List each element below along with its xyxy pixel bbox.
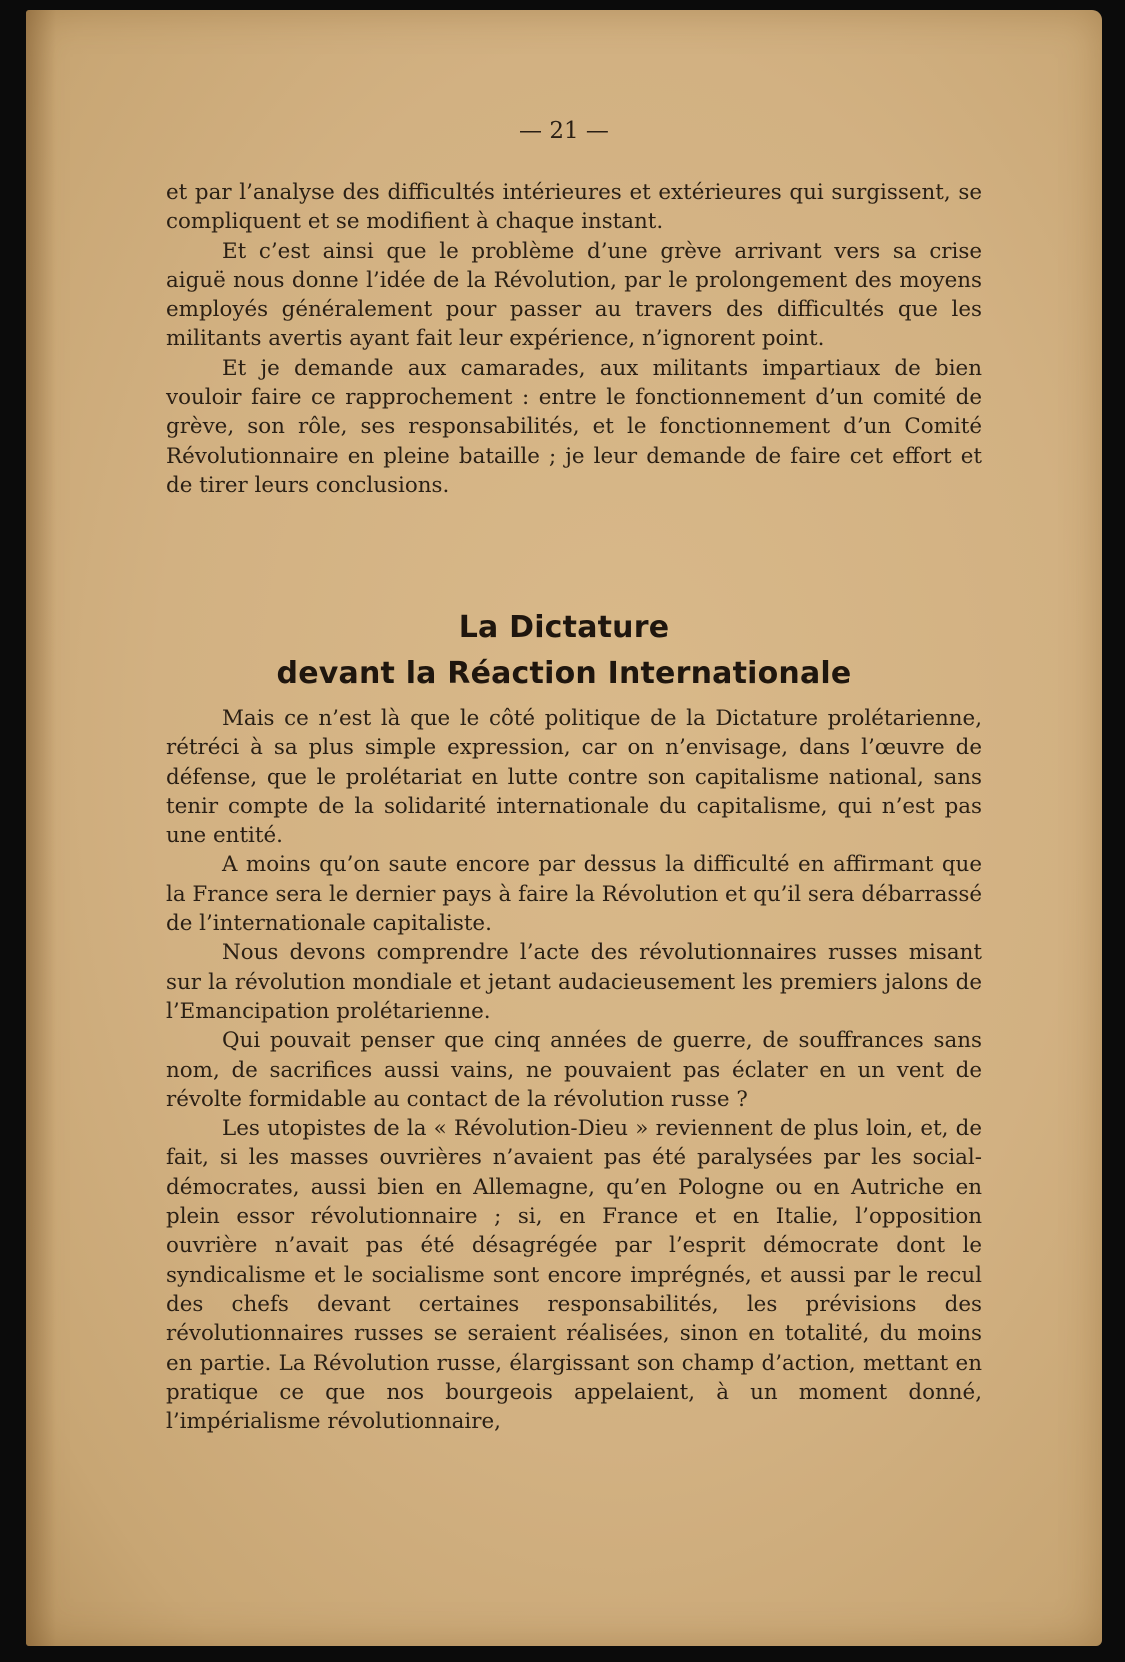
paragraph: Qui pouvait penser que cinq années de guerre, de souffrances sans nom, de sacrifices aussi vains, ne pouvaient pas éclater en un vent de révolte formidable au contact de la révolution russe ? (166, 1028, 982, 1112)
paragraph: A moins qu’on saute encore par dessus la difficulté en affirmant que la France sera le dernier pays à faire la Révolution et qu’il sera débarrassé de l’internationale capitaliste. (166, 852, 982, 937)
paragraph-continuation: et par l’analyse des difficultés intérieures et extérieures qui surgissent, se compliquent et se modifient à chaque instant. (166, 180, 982, 235)
section-heading-line-2: devant la Réaction Internationale (276, 656, 852, 691)
section-heading-line-1: La Dictature (458, 610, 670, 645)
paragraph: Mais ce n’est là que le côté politique de la Dictature prolétarienne, rétréci à sa plus simple expression, car on n’envisage, dans l’œuvre de défense, que le prolétariat en lutte contre son capitalisme national, sans tenir compte de la solidarité internationale du capitalisme, qui n’est pas une entité. (166, 706, 982, 849)
book-page (26, 10, 1102, 1646)
page-edge-shadow (26, 10, 56, 1646)
paragraph: Et c’est ainsi que le problème d’une grève arrivant vers sa crise aiguë nous donne l’idée de la Révolution, par le prolongement des moyens employés généralement pour passer au travers des difficultés que les militants avertis ayant fait leur expérience, n’ignorent point. (166, 238, 982, 352)
paragraph: Nous devons comprendre l’acte des révolutionnaires russes misant sur la révolution mondiale et jetant audacieusement les premiers jalons de l’Emancipation prolétarienne. (166, 940, 982, 1024)
top-text-block (166, 178, 982, 500)
page-number: — 21 — (519, 118, 609, 144)
paragraph: Et je demande aux camarades, aux militants impartiaux de bien vouloir faire ce rapprochement : entre le fonctionnement d’un comité de grève, son rôle, ses responsabilités, et le fonctionnement d’un Comité Révolutionnaire en pleine bataille ; je leur demande de faire cet effort et de tirer leurs conclusions. (166, 355, 982, 498)
paragraph: Les utopistes de la « Révolution-Dieu » reviennent de plus loin, et, de fait, si les masses ouvrières n’avaient pas été paralysées par les social-démocrates, aussi bien en Allemagne, qu’en Pologne ou en Autriche en plein essor révolutionnaire ; si, en France et en Italie, l’opposition ouvrière n’avait pas été désagrégée par l’esprit démocrate dont le syndicalisme et le socialisme sont encore imprégnés, et aussi par le recul des chefs devant certaines responsabilités, les prévisions des révolutionnaires russes se seraient réalisées, sinon en totalité, du moins en partie. La Révolution russe, élargissant son champ d’action, mettant en pratique ce que nos bourgeois appelaient, à un moment donné, l’impérialisme révolutionnaire, (166, 1116, 982, 1435)
bottom-text-block (166, 704, 982, 1436)
